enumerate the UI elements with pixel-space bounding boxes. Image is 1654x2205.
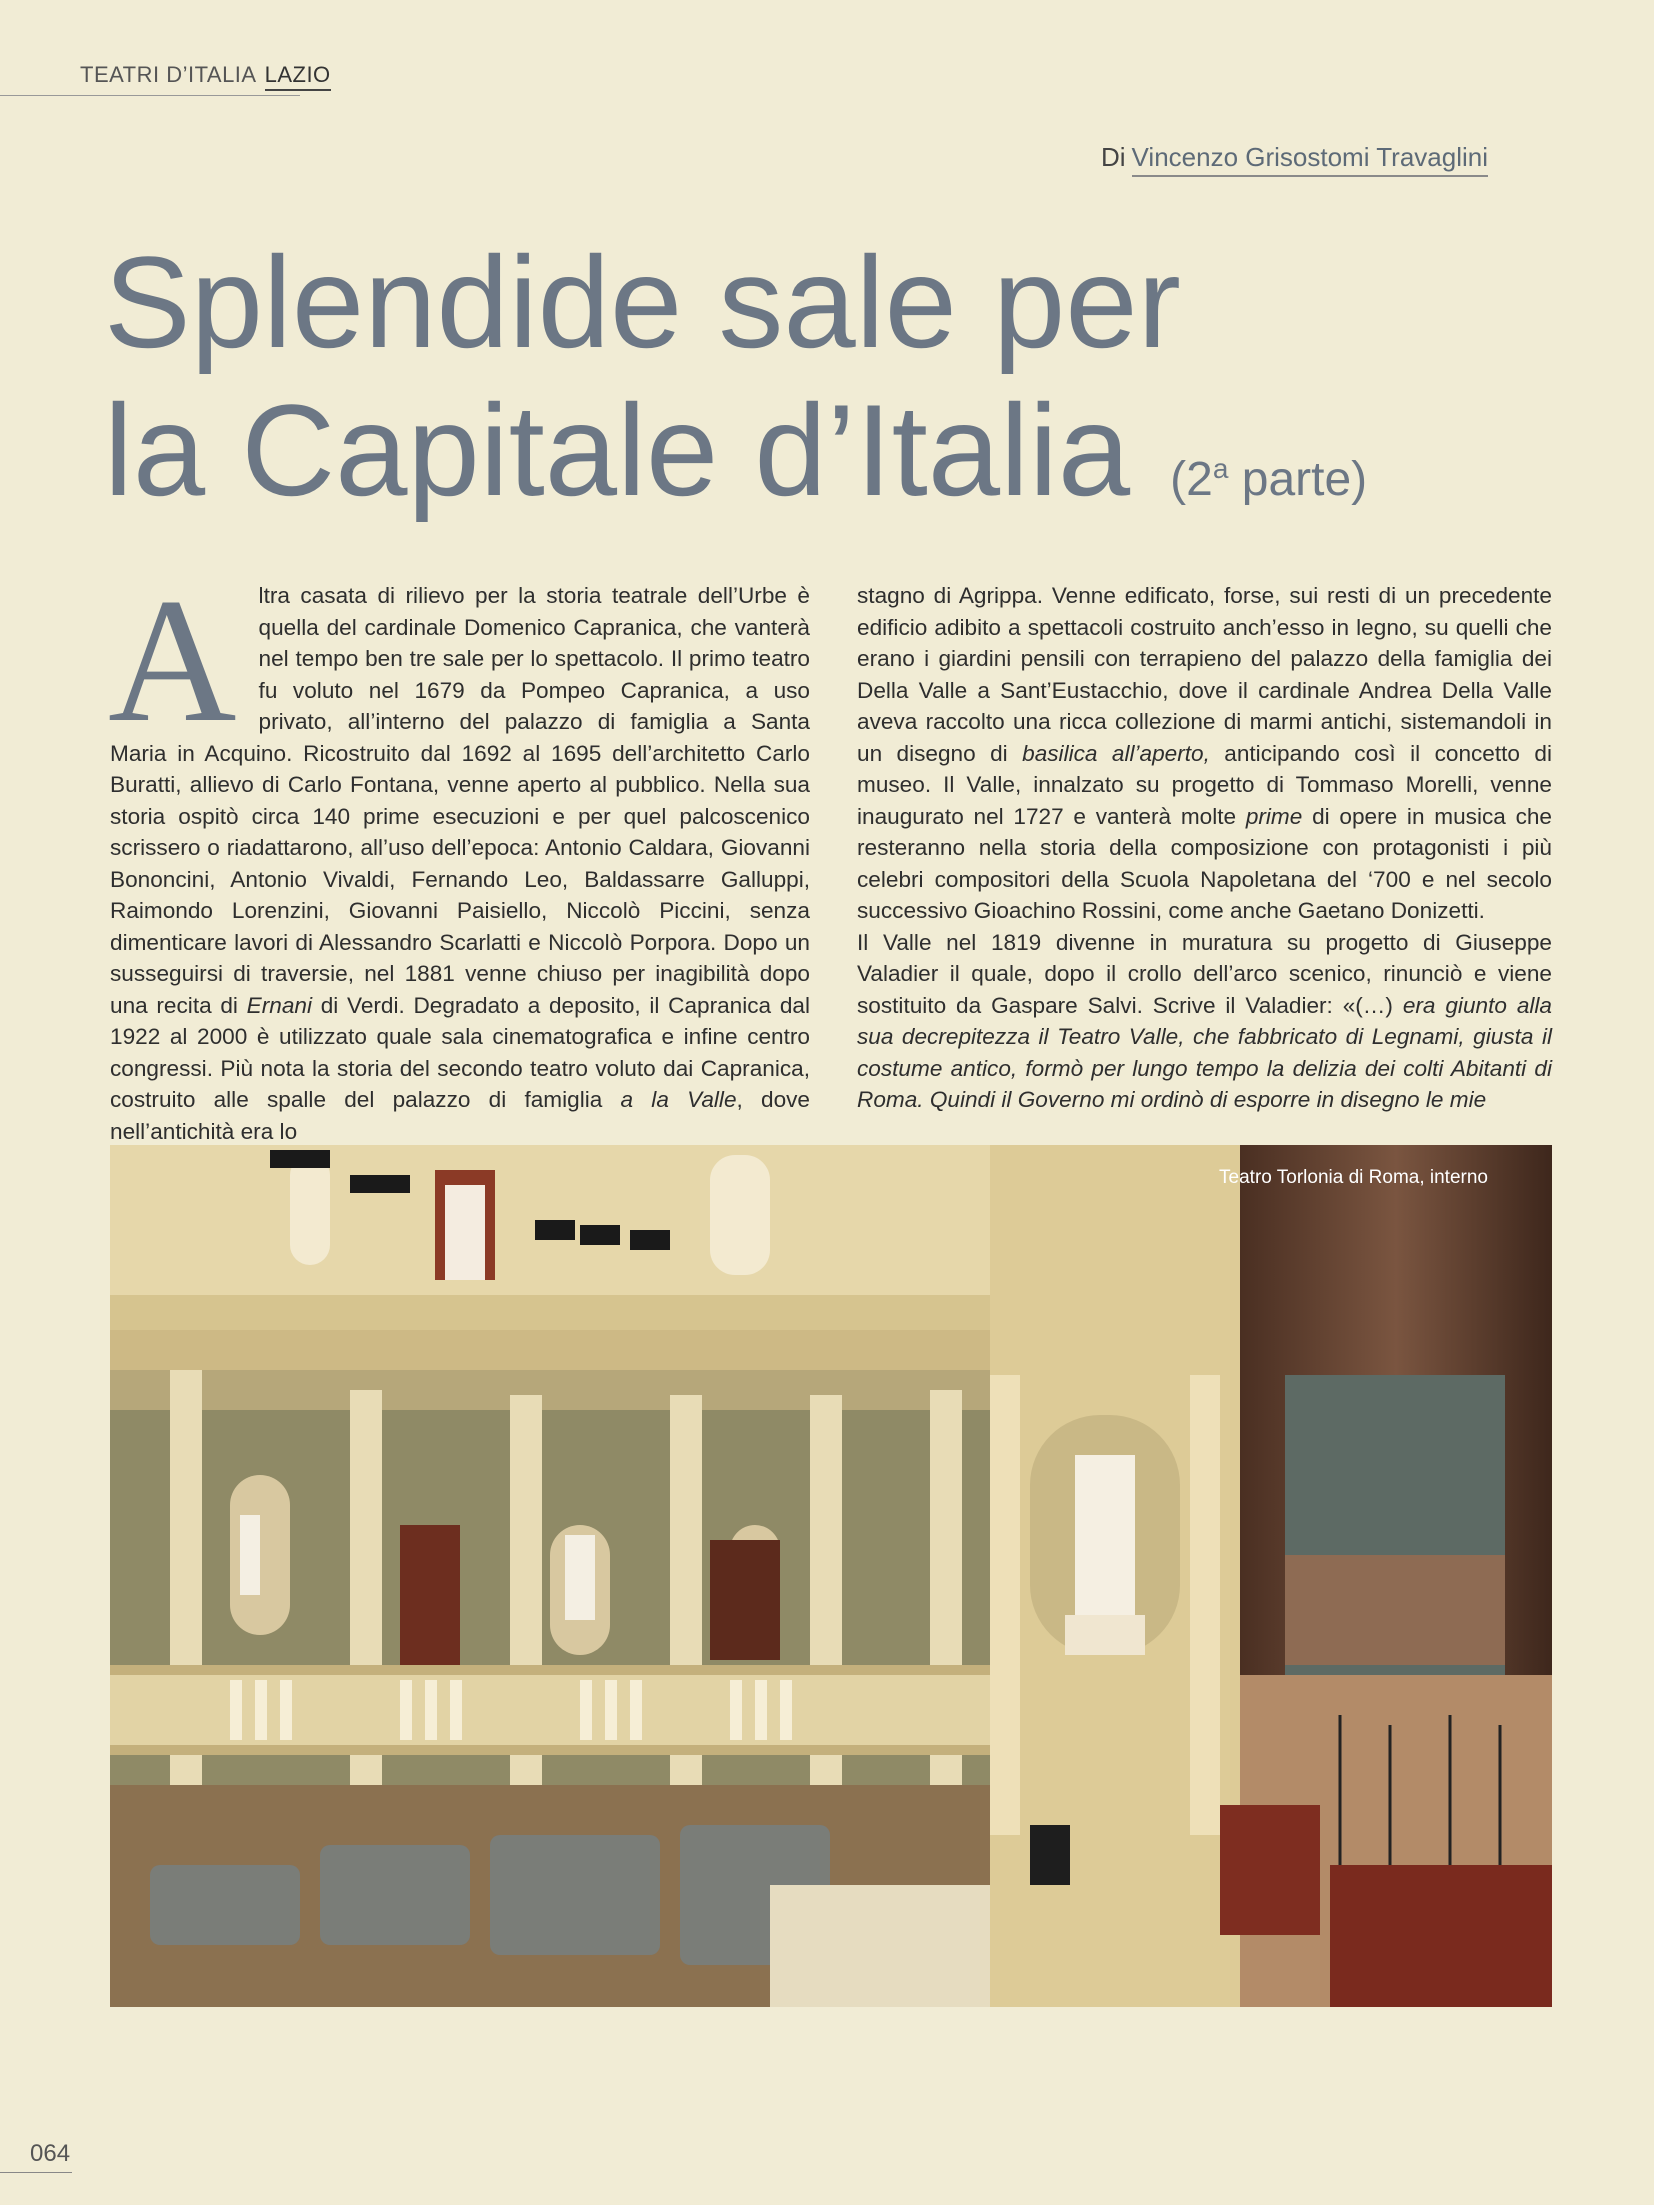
title-line-2-text: la Capitale d’Italia [104,377,1131,523]
column-2-paragraph-1 [857,580,1552,927]
region-label: LAZIO [265,62,331,91]
photo-illustration [110,1145,1552,2007]
byline [1101,142,1488,173]
title-line-2 [104,376,1554,554]
photo-caption: Teatro Torlonia di Roma, interno [1219,1167,1488,1188]
section-label: TEATRI D’ITALIA [80,62,257,87]
col2-text-c: di opere in musica che resteranno nella storia della composizione con protagonisti i più celebri compositori della Scuola Napoletana del ‘700 e nel secolo successivo Gioachino Rossini, come anche Gaetano Donizetti. [857,803,1552,923]
col1-text-a: ltra casata di rilievo per la storia teatrale dell’Urbe è quella del cardinale Domenico Capranica, che vanterà nel tempo ben tre sale per lo spettacolo. Il primo teatro fu voluto nel 1679 da Pompeo Capranica, a uso privato, all’interno del palazzo di famiglia a Santa Maria in Acquino. Ricostruito dal 1692 al 1695 dell’architetto Carlo Buratti, allievo di Carlo Fontana, venne aperto al pubblico. Nella sua storia ospitò circa 140 prime esecuzioni e per quel palcoscenico scrissero o riadattarono, all’uso dell’epoca: Antonio Caldara, Giovanni Bononcini, Antonio Vivaldi, Fernando Leo, Baldassarre Galluppi, Raimondo Lorenzini, Giovanni Paisiello, Niccolò Piccini, senza dimenticare lavori di Alessandro Scarlatti e Niccolò Porpora. Dopo un susseguirsi di traversie, nel 1881 venne chiuso per inagibilità dopo una recita di [110,583,810,1018]
byline-prefix: Di [1100,142,1126,172]
byline-author: Vincenzo Grisostomi Travaglini [1132,142,1488,177]
folio-rule [0,2172,72,2173]
col2-text-p2: Il Valle nel 1819 divenne in muratura su progetto di Giuseppe Valadier il quale, dopo il crollo dell’arco scenico, rinunciò e viene sostituito da Gaspare Salvi. Scrive il Valadier: «(…) [857,929,1552,1018]
drop-cap: A [108,561,237,759]
col2-emphasis-1: basilica all’aperto, [1022,740,1210,766]
col2-emphasis-2: prime [1245,803,1303,829]
theatre-interior-photo [110,1145,1552,2007]
header-rule [0,95,300,96]
column-1-paragraph [108,561,810,1147]
col2-text-a: stagno di Agrippa. Venne edificato, forse, sui resti di un precedente edificio adibito a spettacoli costruito anch’esso in legno, su quelli che erano i giardini pensili con terrapieno del palazzo della famiglia dei Della Valle a Sant’Eustacchio, dove il cardinale Andrea Della Valle aveva raccolto una ricca collezione di marmi antichi, sistemandoli in un disegno di [857,583,1552,766]
col2-text-b: anticipando così il concetto di museo. Il Valle, innalzato su progetto di Tommaso Morelli, venne inaugurato nel 1727 e vanterà molte [857,740,1552,829]
col2-emphasis-3: era giunto alla sua decrepitezza il Teatro Valle, che fabbricato di Legnami, giusta il costume antico, formò per lungo tempo la delizia dei colti Abitanti di Roma. Quindi il Governo mi ordinò di esporre in disegno le mie [857,992,1552,1112]
col1-text-b: di Verdi. Degradato a deposito, il Capranica dal 1922 al 2000 è utilizzato quale sala cinematografica e infine centro congressi. Più nota la storia del secondo teatro voluto dai Capranica, costruito alle spalle del palazzo di famiglia [110,992,810,1112]
title-line-1: Splendide sale per [104,229,1181,375]
col1-text-c: , dove nell’antichità era lo [110,1087,810,1144]
col1-emphasis-2: a la Valle [620,1087,737,1112]
title-part [1170,453,1367,506]
article-column-2 [857,580,1552,1116]
article-column-1 [108,561,810,1147]
column-2-paragraph-2 [857,927,1552,1116]
title-part-close: parte) [1228,453,1368,506]
title-part-open: (2 [1170,453,1213,506]
page-number: 064 [30,2140,71,2167]
title-part-sup: a [1212,453,1229,484]
section-header [80,62,331,88]
article-title [104,228,1554,554]
col1-emphasis-1: Ernani [246,992,312,1018]
